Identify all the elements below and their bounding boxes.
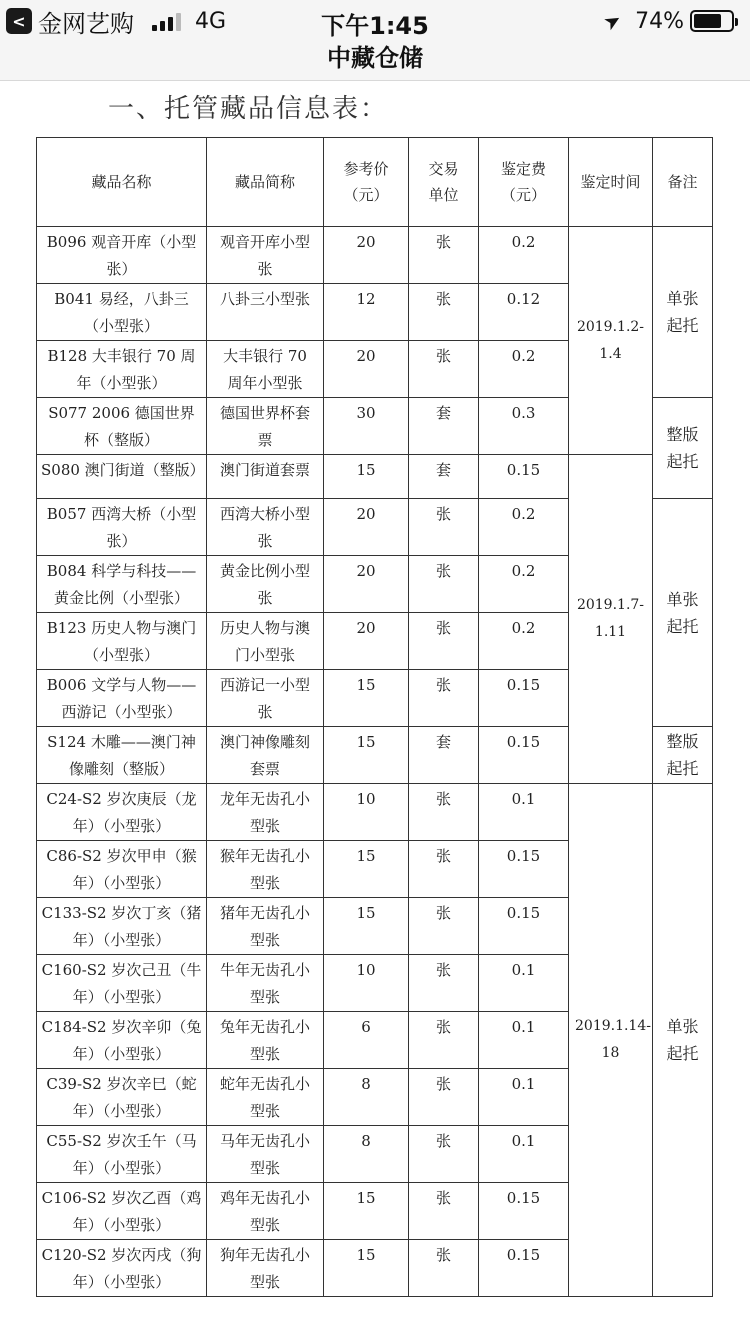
cell-name: B128 大丰银行 70 周年（小型张）: [37, 341, 207, 398]
cell-abbr: 龙年无齿孔小型张: [207, 784, 324, 841]
back-to-app-button[interactable]: <: [6, 8, 32, 34]
page-title: 中藏仓储: [327, 44, 423, 72]
header-name: 藏品名称: [37, 138, 207, 227]
header-date: 鉴定时间: [569, 138, 653, 227]
cell-fee: 0.15: [479, 841, 569, 898]
cell-unit: 张: [409, 1126, 479, 1183]
collection-info-table: [36, 137, 713, 1297]
status-time: 下午1:45: [321, 12, 429, 40]
status-bar: [0, 0, 750, 81]
battery-icon: [690, 10, 734, 32]
cell-abbr: 西湾大桥小型张: [207, 499, 324, 556]
cell-abbr: 大丰银行 70 周年小型张: [207, 341, 324, 398]
cell-fee: 0.1: [479, 1012, 569, 1069]
cell-price: 15: [324, 898, 409, 955]
cell-name: B084 科学与科技——黄金比例（小型张）: [37, 556, 207, 613]
header-price: 参考价（元）: [324, 138, 409, 227]
cell-name: C39-S2 岁次辛巳（蛇年）（小型张）: [37, 1069, 207, 1126]
cell-price: 15: [324, 670, 409, 727]
cell-fee: 0.12: [479, 284, 569, 341]
cell-fee: 0.15: [479, 898, 569, 955]
cell-abbr: 澳门神像雕刻套票: [207, 727, 324, 784]
cell-fee: 0.2: [479, 341, 569, 398]
table-row: [37, 784, 713, 841]
battery-tip: [735, 18, 738, 26]
cell-name: C55-S2 岁次壬午（马年）（小型张）: [37, 1126, 207, 1183]
cell-price: 20: [324, 341, 409, 398]
cell-unit: 张: [409, 955, 479, 1012]
cell-name: C24-S2 岁次庚辰（龙年）（小型张）: [37, 784, 207, 841]
cell-price: 15: [324, 727, 409, 784]
section-heading: 一、托管藏品信息表：: [108, 94, 389, 124]
cell-unit: 张: [409, 784, 479, 841]
header-fee: 鉴定费（元）: [479, 138, 569, 227]
cell-price: 15: [324, 455, 409, 499]
cell-fee: 0.15: [479, 1183, 569, 1240]
cell-fee: 0.2: [479, 227, 569, 284]
cell-price: 20: [324, 613, 409, 670]
cell-abbr: 牛年无齿孔小型张: [207, 955, 324, 1012]
header-unit: 交易单位: [409, 138, 479, 227]
cell-price: 20: [324, 499, 409, 556]
cell-fee: 0.2: [479, 556, 569, 613]
cell-name: C86-S2 岁次甲申（猴年）（小型张）: [37, 841, 207, 898]
cell-name: S124 木雕——澳门神像雕刻（整版）: [37, 727, 207, 784]
cell-unit: 套: [409, 398, 479, 455]
cell-fee: 0.15: [479, 670, 569, 727]
cell-price: 15: [324, 841, 409, 898]
cell-unit: 张: [409, 556, 479, 613]
cell-price: 15: [324, 1240, 409, 1297]
cell-fee: 0.1: [479, 1126, 569, 1183]
cell-price: 6: [324, 1012, 409, 1069]
cell-name: C120-S2 岁次丙戌（狗年）（小型张）: [37, 1240, 207, 1297]
cell-unit: 张: [409, 341, 479, 398]
cell-price: 20: [324, 227, 409, 284]
cell-abbr: 兔年无齿孔小型张: [207, 1012, 324, 1069]
cell-abbr: 猪年无齿孔小型张: [207, 898, 324, 955]
cell-unit: 张: [409, 499, 479, 556]
battery-level-fill: [694, 14, 721, 28]
cell-note: 单张起托: [653, 784, 713, 1297]
cell-name: C160-S2 岁次己丑（牛年）（小型张）: [37, 955, 207, 1012]
cell-unit: 张: [409, 1183, 479, 1240]
cell-abbr: 八卦三小型张: [207, 284, 324, 341]
cell-price: 8: [324, 1069, 409, 1126]
cell-name: S080 澳门街道（整版）: [37, 455, 207, 499]
cell-name: B041 易经，八卦三（小型张）: [37, 284, 207, 341]
cell-price: 20: [324, 556, 409, 613]
header-abbr: 藏品简称: [207, 138, 324, 227]
cell-fee: 0.15: [479, 727, 569, 784]
header-note: 备注: [653, 138, 713, 227]
cell-abbr: 观音开库小型张: [207, 227, 324, 284]
cell-abbr: 蛇年无齿孔小型张: [207, 1069, 324, 1126]
cell-appraisal-date: 2019.1.14-18: [569, 784, 653, 1297]
cell-price: 8: [324, 1126, 409, 1183]
cell-abbr: 德国世界杯套票: [207, 398, 324, 455]
location-arrow-icon: ➤: [599, 6, 626, 36]
cell-unit: 张: [409, 1012, 479, 1069]
table-row: [37, 455, 713, 499]
cell-abbr: 澳门街道套票: [207, 455, 324, 499]
cell-abbr: 狗年无齿孔小型张: [207, 1240, 324, 1297]
cell-abbr: 马年无齿孔小型张: [207, 1126, 324, 1183]
cell-abbr: 黄金比例小型张: [207, 556, 324, 613]
cell-fee: 0.1: [479, 955, 569, 1012]
cell-price: 12: [324, 284, 409, 341]
cell-fee: 0.2: [479, 499, 569, 556]
table-header-row: [37, 138, 713, 227]
cell-unit: 张: [409, 1069, 479, 1126]
cell-unit: 张: [409, 227, 479, 284]
cell-appraisal-date: 2019.1.2-1.4: [569, 227, 653, 455]
cell-price: 15: [324, 1183, 409, 1240]
cell-note: 单张起托: [653, 227, 713, 398]
network-type: 4G: [195, 8, 227, 34]
cell-name: B123 历史人物与澳门（小型张）: [37, 613, 207, 670]
cell-name: B006 文学与人物——西游记（小型张）: [37, 670, 207, 727]
cell-price: 30: [324, 398, 409, 455]
cell-unit: 套: [409, 727, 479, 784]
status-right: [599, 6, 734, 36]
cell-fee: 0.2: [479, 613, 569, 670]
table-row: [37, 227, 713, 284]
cell-name: B096 观音开库（小型张）: [37, 227, 207, 284]
cell-fee: 0.3: [479, 398, 569, 455]
cell-fee: 0.1: [479, 1069, 569, 1126]
cell-unit: 张: [409, 1240, 479, 1297]
cell-name: C184-S2 岁次辛卯（兔年）（小型张）: [37, 1012, 207, 1069]
cell-price: 10: [324, 955, 409, 1012]
cell-name: S077 2006 德国世界杯（整版）: [37, 398, 207, 455]
cell-unit: 张: [409, 841, 479, 898]
cell-fee: 0.15: [479, 455, 569, 499]
cell-note: 整版起托: [653, 727, 713, 784]
cell-fee: 0.15: [479, 1240, 569, 1297]
cell-unit: 张: [409, 670, 479, 727]
cell-unit: 张: [409, 284, 479, 341]
cell-abbr: 鸡年无齿孔小型张: [207, 1183, 324, 1240]
cell-unit: 张: [409, 613, 479, 670]
cell-name: C106-S2 岁次乙酉（鸡年）（小型张）: [37, 1183, 207, 1240]
cell-unit: 套: [409, 455, 479, 499]
cell-name: C133-S2 岁次丁亥（猪年）（小型张）: [37, 898, 207, 955]
cell-appraisal-date: 2019.1.7-1.11: [569, 455, 653, 784]
cell-abbr: 猴年无齿孔小型张: [207, 841, 324, 898]
cell-note: 单张起托: [653, 499, 713, 727]
cell-abbr: 历史人物与澳门小型张: [207, 613, 324, 670]
cell-name: B057 西湾大桥（小型张）: [37, 499, 207, 556]
cell-note: 整版起托: [653, 398, 713, 499]
cell-fee: 0.1: [479, 784, 569, 841]
cell-unit: 张: [409, 898, 479, 955]
back-app-name[interactable]: 金网艺购: [38, 9, 134, 38]
battery-percent: 74%: [635, 8, 684, 34]
cell-abbr: 西游记一小型张: [207, 670, 324, 727]
cell-price: 10: [324, 784, 409, 841]
